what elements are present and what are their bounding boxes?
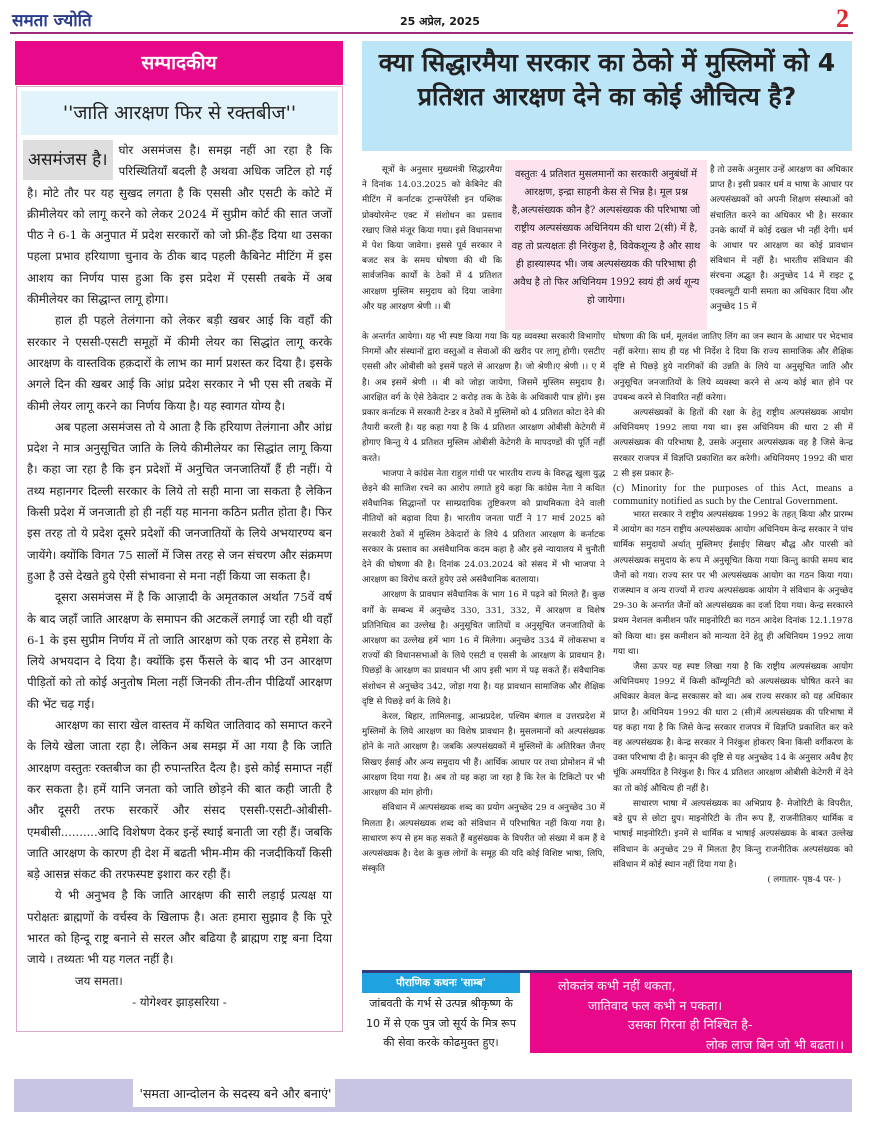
masthead [10,6,853,34]
article-paragraph: सूत्रों के अनुसार मुख्यमंत्री सिद्धारमैया ने दिनांक 14.03.2025 को केबिनेट की मीटिंग में कर्नाटक ट्रान्सपेरेंसी इन पब्लिक प्रोक्योरमेन्ट एक्ट में संशोधन का प्रस्ताव रखाए जिसे मंजूर किया गया। इसे विधानसभा में पेश किया जावेगा। इससे पूर्व सरकार ने बजट सत्र के समय घोषणा की थी कि सार्वजनिक कार्यों के ठेकों में 4 प्रतिशत आरक्षण मुस्लिम समुदाय को दिया जावेगा और यह आरक्षण श्रेणी ।। बी [362,165,502,312]
editorial-paragraph: दूसरा असमंजस में है कि आज़ादी के अमृतकाल अर्थात 75वें वर्ष के बाद जहाँ जाति आरक्षण के समापन की अटकलें लगाई जा रही थी वहाँ 6-1 के इस सुप्रीम निर्णय में तो जाति आरक्षण को एक तरह से हमेशा के लिये अभयदान दे दिया है। क्योंकि इस फैंसले के बाद भी उन आरक्षण पीड़ितों को तो कोई अनुतोष मिला नहीं जिनकी तीन-तीन पीढियाँ आरक्षण की भेंट चढ़ गई। [27,590,332,711]
article-column-2 [362,330,605,877]
editorial-title: ''जाति आरक्षण फिर से रक्तबीज'' [21,91,338,135]
editorial-paragraph: अब पहला असमंजस तो ये आता है कि हरियाण तेलंगाना और आंध्र प्रदेश ने मात्र अनुसूचित जाति के लिये कीमीलेयर का सिद्धांत लागू किया है। कहा जा रहा है कि इन प्रदेशों में अनुचित जनजातियाँ हैं ही नहीं। ये तथ्य महानगर दिल्ली सरकार के लिये तो सही माना जा सकता है लेकिन किसी प्रदेश में जनजाती हो ही नहीं यह मानना कठिन प्रतीत होता है। फिर इस तरह तो ये प्रदेश दूसरे प्रदेशों की जनजातियों के लिये अभयारण्य बन जायेंगे। क्योंकि विगत 75 सालों में जिस तरह से जन संचरण और संक्रमण हुआ है उसे देखते हुये ऐसी संभावना से मना नहीं किया जा सकता है। [27,419,332,583]
article-paragraph: जैसा ऊपर यह स्पष्ट लिखा गया है कि राष्ट्रीय अल्पसंख्यक आयोग अधिनियमए 1992 में किसी कॉम्यूनिटी को अल्पसंख्यक घोषित करने का अधिकार केवल केन्द्र सरकासर को था। अब राज्य सरकार को यह अधिकार प्राप्त है। अधिनियम 1992 की धारा 2 (सी)में अल्पसंख्यक की परिभाषा में यह कहा गया है कि जिसे केन्द्र सरकार राजपत्र में विज्ञप्ति प्रकाशित कर करे वह अल्पसंख्यक है। केन्द्र सरकार ने निरंकुश होकरए बिना किसी वर्गीकरण के उक्त परिभाषा दी है। कानून की दृष्टि से यह अनुच्छेद 14 के अनुसार अवैध हैए चूंकि अमर्यादित है निरंकुश है। फिर 4 प्रतिशत आरक्षण ओबीसी केटेगरी में देने का तो कोई औचित्य ही नहीं है। [613,662,853,794]
article-paragraph: साधारण भाषा में अल्पसंख्यक का अभिप्राय है- मेजोरिटी के विपरीत, बडे ग्रुप से छोटा ग्रुप। माइनोरिटी के तीन रूप हैं, राजनीतिकए धार्मिक व भाषाई माइनोरिटी। इनमें से धार्मिक व भाषाई अल्पसंख्यक के बाबत उल्लेख संविधान के अनुच्छेद 29 में मिलता हैए किन्तु राजनीतिक अल्पसंख्यक को संविधान में कोई स्थान नहीं दिया गया है। [613,798,853,870]
editorial-body [21,140,338,1013]
article-paragraph: आरक्षण के प्रावधान संवैधानिक के भाग 16 में पढ़ने को मिलते हैं। कुछ वर्गों के सम्बन्ध में अनुच्छेद 330, 331, 332, में आरक्षण व विशेष प्रतिनिधित्व का उल्लेख है। अनुसूचित जातियों व अनुसूचित जनजातियों के आरक्षण का उल्लेख हमें भाग 16 में मिलेगा। अनुच्छेद 334 में लोकसभा व राज्यों की विधानसभाओं के लिये एसटी व एससी के आरक्षण के प्रावधान है। पिछड़ों के आरक्षण का प्रावधान भी आप इसी भाग में पढ़ सकते हैं। संवैधानिक संशोधन से अनुच्छेद 342, जोड़ा गया है। यह प्रावधान सामाजिक और शैक्षिक दृष्टि से पिछड़े वर्ग के लिये है। [362,590,605,707]
issue-date: 25 अप्रेल, 2025 [400,15,480,28]
editorial-paragraph: असमंजस है। घोर असमंजस है। समझ नहीं आ रहा है कि परिस्थितियाँ बदली है अथवा अधिक जटिल हो गई है। मोटे तौर पर यह सुखद लगता है कि एससी और एसटी के कोटे में क्रीमीलेयर को लागू करने को लेकर 2024 में सुप्रीम कोर्ट की सात जजों पीठ ने 6-1 के अनुपात में प्रदेश सरकारों को जो फ्री-हैंड दिया था उसका पहला प्रभाव हरियाणा चुनाव के ठीक बाद पहली कैबिनेट मीटिंग में इस आशय का निर्णय पास हुआ कि इस प्रदेश में एससी तबके में अब कीमीलेयर का सिद्धान्त लागू होगा। [27,140,332,310]
article-paragraph: भारत सरकार ने राष्ट्रीय अल्पसंख्यक 1992 के तहत् किया और प्रारम्भ में आयोग का गठन राष्ट्रीय अल्पसंख्यक आयोग अधिनियम केन्द्र सरकार ने पांच धार्मिक समुदायों अर्थात् मुस्लिमए ईसाईए सिखए बौद्ध और पारसी को अल्पसंख्यक समुदाय के रूप में अनुसूचित किया गयाः किन्तु काफी समय बाद जैनों को गया। राज्य स्तर पर भी अल्पसंख्यक आयोग का गठन किया गया। राजस्थान व अन्य राज्यों में राज्य अल्पसंख्यक आयोग ने संविधान के अनुच्छेद 29-30 के अन्तर्गत जैनों को अल्पसंख्यक का दर्जा दिया गया। केन्द्र सरकारने प्रथम नेशनल कमीशन फॉर माइनोरिटी का गठन आदेश दिनांक 12.1.1978 को किया था। इस कमीशन को मान्यता देने हेतु ही अधिनियम 1992 लाया गया था। [613,510,853,657]
editorial-paragraph: आरक्षण का सारा खेल वास्तव में कथित जातिवाद को समाप्त करने के लिये खेला जाता रहा है। लेकिन अब समझ में आ गया है कि जाति आरक्षण वस्तुतः रक्तबीज का ही रुपान्तरित दैत्य है। इसे कोई समाप्त नहीं कर सकता है। हमें यानि जनता को जाति छोड़ने की बात कही जाती है और दूसरी तरफ सरकारें और संसद एससी-एसटी-ओबीसी- एमबीसी..........आदि विशेषण देकर इन्हें स्थाई बनाती जा रही हैं। जबकि जाति आरक्षण के कारण ही देश में बढती भीम-मीम की नजदीकियाँ किसी बड़े आसन्न संकट की तरफस्पष्ट इशारा कर रही हैं। [27,718,332,882]
article-paragraph: अल्पसंख्यकों के हितों की रक्षा के हेतु राष्ट्रीय अल्पसंख्यक आयोग अधिनियमए 1992 लाया गया था। इस अधिनियम की धारा 2 सी में अल्पसंख्यक की परिभाषा है, उसके अनुसार अल्पसंख्यक वह है जिसे केन्द्र सरकार राजपत्र में विज्ञप्ति प्रकाशित कर करेगी। अधिनियमए 1992 की धारा 2 सी इस प्रकार हैः- [613,408,853,479]
article-column-4 [613,330,853,888]
poem-line: जातिवाद फल कभी न पकता। [588,997,723,1013]
poem-line: उसका गिरना ही निश्चित है- [628,1017,753,1032]
article-paragraph: भाजपा ने कांग्रेस नेता राहुल गांधी पर भारतीय राज्य के विरुद्ध खुला युद्ध छेड़ने की साजिश रचने का आरोप लगाते हुये कहा कि कांग्रेस नेता ने कथित संवैधानिक सिद्धान्तों पर साम्प्रदायिक तुष्टिकरण को प्राथमिकता देने वाली नीतियों को बढ़ावा दिया है। भारतीय जनता पार्टी ने 17 मार्च 2025 को सरकारी ठेकों में मुस्लिम ठेकेदारों के लिये 4 प्रतिशत आरक्षण के कर्नाटक सरकार के प्रस्ताव का असंवैधानिक कदम कहा है और इसे न्यायालय में चुनौती देने की घोषणा की है। दिनांक 24.03.2024 को संसद में भी भाजपा ने आरक्षण का विरोध करते हुयेए उसे असंवैधानिक बतलाया। [362,468,605,586]
article-headline: क्या सिद्धारमैया सरकार का ठेको में मुस्लिमों को 4 प्रतिशत आरक्षण देने का कोई औचित्य है? [362,41,852,151]
article-paragraph: घोषणा की कि धर्म, मूलवंश जातिए लिंग का जन स्थान के आधार पर भेदभाव नहीं करेगा। साथ ही यह भी निर्देश दे दिया कि राज्य सामाजिक और शैक्षिक दृष्टि से पिछड़े हुये नारगिकों की उन्नति के लिये या अनुसूचित जाति और अनुसूचित जनजातियों के लिये व्यवस्था करने से अन्य कोई बात होने पर उपबन्ध करने से निवारित नहीं करेगा। [613,332,853,403]
page-number: 2 [836,4,849,33]
editorial-dropcap: असमंजस है। [23,140,113,180]
newspaper-name: समता ज्योति [12,11,92,31]
article-paragraph: संविधान में अल्पसंख्यक शब्द का प्रयोग अनुच्छेद 29 व अनुच्छेद 30 में मिलता है। अल्पसंख्यक शब्द को संविधान में परिभाषित नहीं किया गया है। साधारण रूप से हम कह सकते हैं बहुसंख्यक के विपरीत जो संख्या में कम हैं वे अल्पसंख्यक है। देश के कुछ लोगों के समूह की यदि कोई विशिष्ट भाषा, लिपि, संस्कृति [362,803,605,875]
editorial-closing: जय समता। [75,973,123,988]
article-paragraph: है तो उसके अनुसार उन्हें आरक्षण का अधिकार प्राप्त है। इसी प्रकार धर्म व भाषा के आधार पर अल्पसंख्यकों को अपनी शिक्षण संस्थाओं को संचालित करने का अधिकार भी है। सरकार उनके कार्यों में कोई दखल भी नहीं देगी। धर्म के आधार पर आरक्षण का कोई प्रावधान संविधान में नहीं है। भारतीय संविधान की संरचना अद्भुत है। अनुच्छेद 14 में राइट टू एक्वल्यूटी यानी समता का अधिकार दिया और अनुच्छेद 15 में [710,165,853,312]
editorial-section [16,86,343,1032]
article-column-3 [710,163,853,315]
myth-label: पौराणिक कथनः 'साम्ब' [362,973,520,993]
article-paragraph: के अन्तर्गत आयेगा। यह भी स्पष्ट किया गया कि यह व्यवस्था सरकारी विभागोंए निगमों और संस्थानों द्वारा वस्तुओं व सेवाओं की खरीद पर लागू होगी। एसटीए एससी और ओबीसी को इसमें पहले से आरक्षण है। जो श्रेणी।ए श्रेणी ।। ए में है। अब इसमें श्रेणी ।। बी को जोड़ा जायेगा, जिसमें मुस्लिम समुदाय है। आरक्षित वर्ग के ऐसे ठेकेदार 2 करोड़ तक के ठेके के अधिकारी पात्र होंगे। इस प्रकार कर्नाटक में सरकारी टेन्डर व ठेकों में मुस्लिमों को 4 प्रतिशत कोटा देने की तैयारी करली है। यह कहा गया है कि 4 प्रतिशत आरक्षण ओबीसी केटेगरी में होगाए किन्तु ये 4 प्रतिशत मुस्लिम ओबीसी केटेगरी के मापदण्डों की पूर्ति नहीं करते। [362,332,605,464]
poem-box [530,973,852,1053]
article-paragraph: केरल, बिहार, तामिलनाडु, आन्ध्रप्रदेश, पश्चिम बंगाल व उत्तरप्रदेश में मुस्लिमों के लिये आरक्षण का विशेष प्रावधान है। मुसलमानों को अल्पसंख्यक होने के नाते आरक्षण है। जबकि अल्पसंख्यकों में मुस्लिमों के अतिरिक्त जैनए सिखए ईसाई और अन्य समुदाय भी हैं। आर्थिक आधार पर तथा प्रोमोशन में भी आरक्षण दिया गया है। अब तो यह कहा जा रहा है कि रेल के टिकिटों पर भी आरक्षण की मांग होगी। [362,712,605,799]
editorial-paragraph: ये भी अनुभव है कि जाति आरक्षण की सारी लड़ाई प्रत्यक्ष या परोक्षतः ब्राह्मणों के वर्चस्व के खिलाफ है। अतः हमारा सुझाव है कि पूरे भारत को हिन्दू राष्ट्र बनाने से सरल और बढिया है ब्राह्मण राष्ट्र बना दिया जाये । तथ्यतः भी यह गलत नहीं है। [27,888,332,967]
editorial-author: - योगेश्वर झाड़सरिया - [132,994,227,1009]
continued-link[interactable]: ( लगातार- पृष्ठ-4 पर- ) [767,874,841,885]
footer-slogan: 'समता आन्दोलन के सदस्य बने और बनाएं' [139,1086,332,1101]
article-column-1 [362,163,502,315]
myth-text: जांबवती के गर्भ से उत्पन्न श्रीकृष्ण के 10 में से एक पुत्र जो सूर्य के मित्र रूप की सेवा करके कोढमुक्त हुए। [366,997,516,1049]
poem-line: लोकतंत्र कभी नहीं थकता, [558,978,676,993]
poem-line: लोक लाज बिन जो भी बढता।। [705,1036,844,1052]
act-quote-english: (c) Minority for the purposes of this Act, means a community notified as such by the Central Government. [613,483,853,508]
editorial-paragraph: हाल ही पहले तेलंगाना को लेकर बड़ी खबर आई कि वहाँ की सरकार ने एससी-एसटी समूहों में कीमी लेयर का सिद्धांत लागू करके आरक्षण के वास्तविक हक़दारों के लाभ का मार्ग प्रशस्त कर दिया है। इसके अगले दिन की खबर आई कि आंध्र प्रदेश सरकार ने भी एस सी तबके में कीमी लेयर लागू करने का निर्णय किया है। यह स्वागत योग्य है। [27,313,332,413]
editorial-banner: सम्पादकीय [15,41,343,85]
article-pullquote: वस्तुतः 4 प्रतिशत मुसलमानों का सरकारी अनुबंधों में आरक्षण, इन्द्रा साहनी केस से भिन्न है। मूल प्रश्न है,अल्पसंख्यक कौन है? अल्पसंख्यक की परिभाषा जो राष्ट्रीय अल्पसंख्यक अधिनियम की धारा 2(सी) में है, वह तो प्रत्यक्षतः ही निरंकुश है, विवेकशून्य है और साथ ही हास्यास्पद भी। जब अल्पसंख्यक की परिभाषा ही अवैध है तो फिर अधिनियम 1992 स्वयं ही अर्थ शून्य हो जायेगा। [505,160,707,330]
